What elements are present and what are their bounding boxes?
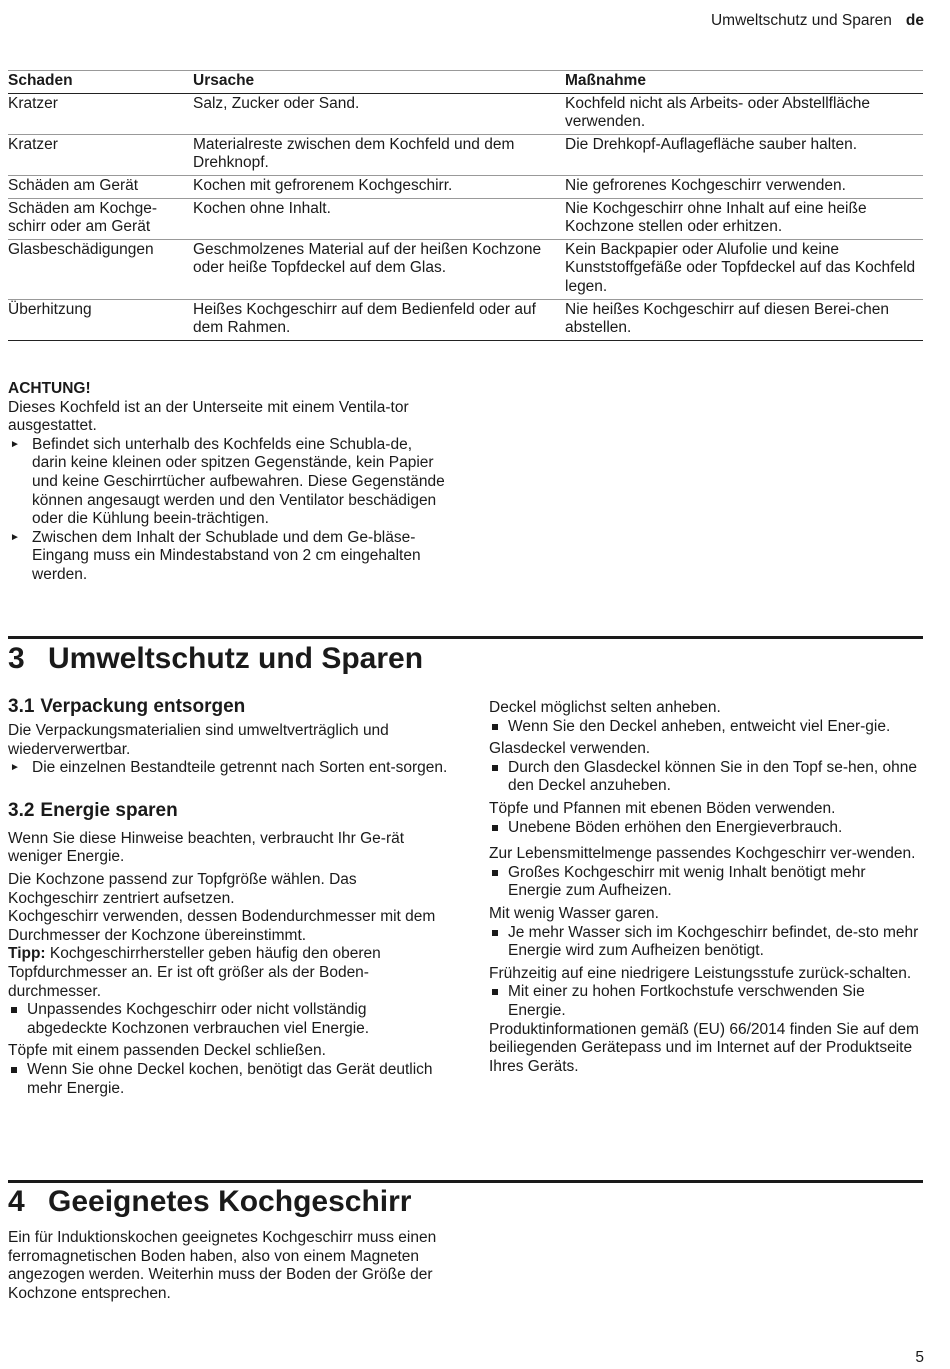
list-item-text: Je mehr Wasser sich im Kochgeschirr befindet, de-sto mehr Energie wird zum Aufheizen benötigt. bbox=[508, 923, 919, 960]
subsection-number: 3.1 bbox=[8, 696, 35, 717]
square-bullet-icon bbox=[492, 989, 498, 995]
square-bullet-icon bbox=[492, 765, 498, 771]
section-title: Geeignetes Kochgeschirr bbox=[48, 1185, 412, 1218]
table-cell: Kratzer bbox=[8, 94, 58, 112]
section-heading bbox=[8, 1185, 411, 1219]
subsection-title: Energie sparen bbox=[40, 799, 178, 821]
paragraph: Die Kochzone passend zur Topfgröße wählen. Das Kochgeschirr zentriert aufsetzen. bbox=[8, 870, 357, 907]
list-item bbox=[489, 864, 919, 901]
instruction-text: Die einzelnen Bestandteile getrennt nach Sorten ent-sorgen. bbox=[32, 759, 448, 777]
section-number: 4 bbox=[8, 1185, 25, 1218]
list-item bbox=[489, 819, 919, 838]
warning-instruction-text: Zwischen dem Inhalt der Schublade und dem Ge-bläse-Eingang muss ein Mindestabstand von 2 cm eingehalten werden. bbox=[32, 528, 421, 583]
list-item bbox=[489, 759, 919, 796]
subsection-heading bbox=[8, 696, 448, 718]
paragraph: Deckel möglichst selten anheben. bbox=[489, 699, 721, 716]
square-bullet-icon bbox=[492, 870, 498, 876]
list-item-text: Mit einer zu hohen Fortkochstufe verschwenden Sie Energie. bbox=[508, 983, 865, 1019]
table-cell: Schäden am Kochge-schirr oder am Gerät bbox=[8, 199, 158, 236]
table-cell: Nie heißes Kochgeschirr auf diesen Berei-chen abstellen. bbox=[565, 300, 889, 337]
table-cell: Kochen ohne Inhalt. bbox=[193, 199, 331, 217]
tip-paragraph bbox=[8, 945, 448, 1001]
table-header-cell: Maßnahme bbox=[565, 72, 646, 89]
table-header-cell: Ursache bbox=[193, 72, 255, 89]
arrow-bullet-icon: ► bbox=[10, 531, 20, 543]
square-bullet-icon bbox=[11, 1007, 17, 1013]
tip-text: Kochgeschirrhersteller geben häufig den oberen Topfdurchmesser an. Er ist oft größer als der Boden-durchmesser. bbox=[8, 945, 381, 1000]
paragraph: Mit wenig Wasser garen. bbox=[489, 904, 659, 922]
arrow-bullet-icon: ► bbox=[10, 762, 20, 774]
paragraph: Wenn Sie diese Hinweise beachten, verbraucht Ihr Ge-rät weniger Energie. bbox=[8, 829, 405, 866]
section-title: Umweltschutz und Sparen bbox=[48, 642, 424, 675]
warning-title: ACHTUNG! bbox=[8, 380, 91, 397]
list-item bbox=[8, 1061, 448, 1098]
table-row bbox=[8, 175, 923, 198]
table-cell: Materialreste zwischen dem Kochfeld und dem Drehknopf. bbox=[193, 135, 515, 172]
table-cell: Salz, Zucker oder Sand. bbox=[193, 94, 360, 112]
list-item bbox=[8, 1001, 448, 1038]
header-language: de bbox=[905, 12, 924, 29]
paragraph: Töpfe und Pfannen mit ebenen Böden verwenden. bbox=[489, 799, 836, 817]
table-row bbox=[8, 198, 923, 239]
square-bullet-icon bbox=[492, 930, 498, 936]
page-number: 5 bbox=[915, 1349, 924, 1366]
section-rule bbox=[8, 636, 923, 639]
square-bullet-icon bbox=[492, 825, 498, 831]
table-cell: Nie gefrorenes Kochgeschirr verwenden. bbox=[565, 176, 846, 194]
spacer bbox=[489, 837, 919, 845]
warning-instruction bbox=[8, 436, 448, 529]
paragraph: Glasdeckel verwenden. bbox=[489, 740, 651, 758]
damage-table bbox=[8, 70, 923, 341]
square-bullet-icon bbox=[11, 1067, 17, 1073]
paragraph: Zur Lebensmittelmenge passendes Kochgeschirr ver-wenden. bbox=[489, 845, 916, 863]
right-column bbox=[489, 699, 919, 1076]
paragraph: Die Verpackungsmaterialien sind umweltverträglich und wiederverwertbar. bbox=[8, 722, 389, 758]
table-cell: Die Drehkopf-Auflagefläche sauber halten. bbox=[565, 135, 858, 153]
table-cell: Heißes Kochgeschirr auf dem Bedienfeld oder auf dem Rahmen. bbox=[193, 300, 536, 337]
table-bottom-rule bbox=[8, 340, 923, 341]
list-item-text: Großes Kochgeschirr mit wenig Inhalt benötigt mehr Energie zum Aufheizen. bbox=[508, 863, 866, 900]
table-cell: Kein Backpapier oder Alufolie und keine Kunststoffgefäße oder Topfdeckel auf das Kochfeld legen. bbox=[565, 240, 916, 295]
table-row bbox=[8, 134, 923, 175]
section-heading bbox=[8, 642, 423, 676]
square-bullet-icon bbox=[492, 724, 498, 730]
paragraph: Ein für Induktionskochen geeignetes Kochgeschirr muss einen ferromagnetischen Boden haben, also von einem Magneten angezogen werden. Weiterhin muss der Boden der Größe der Kochzone entsprechen. bbox=[8, 1229, 437, 1302]
subsection-number: 3.2 bbox=[8, 799, 35, 821]
paragraph: Töpfe mit einem passenden Deckel schließen. bbox=[8, 1042, 326, 1060]
list-item bbox=[489, 924, 919, 961]
table-cell: Schäden am Gerät bbox=[8, 176, 139, 194]
warning-instruction-text: Befindet sich unterhalb des Kochfelds eine Schubla-de, darin keine kleinen oder spitzen Gegenstände, kein Papier und keine Geschirrtücher aufbewahren. Diese Gegenstände können angesaugt werden und den Ventilator beschädigen oder die Kühlung beein-trächtigen. bbox=[32, 435, 445, 528]
tip-label: Tipp: bbox=[8, 945, 46, 963]
warning-intro: Dieses Kochfeld ist an der Unterseite mit einem Ventila-tor ausgestattet. bbox=[8, 398, 409, 435]
paragraph: Produktinformationen gemäß (EU) 66/2014 finden Sie auf dem beiliegenden Gerätepass und im Internet auf der Produktseite Ihres Geräts. bbox=[489, 1020, 919, 1075]
running-header bbox=[711, 12, 924, 31]
table-cell: Glasbeschädigungen bbox=[8, 240, 154, 258]
list-item-text: Wenn Sie ohne Deckel kochen, benötigt das Gerät deutlich mehr Energie. bbox=[27, 1060, 433, 1097]
paragraph: Frühzeitig auf eine niedrigere Leistungsstufe zurück-schalten. bbox=[489, 964, 912, 982]
subsection-title: Verpackung entsorgen bbox=[40, 696, 246, 717]
table-header-cell: Schaden bbox=[8, 72, 73, 89]
spacer bbox=[8, 822, 448, 830]
table-row bbox=[8, 299, 923, 340]
list-item bbox=[489, 718, 919, 737]
header-section-title: Umweltschutz und Sparen bbox=[710, 12, 892, 29]
list-item-text: Wenn Sie den Deckel anheben, entweicht viel Ener-gie. bbox=[508, 717, 891, 735]
table-cell: Kochfeld nicht als Arbeits- oder Abstellfläche verwenden. bbox=[565, 94, 871, 131]
arrow-bullet-icon: ► bbox=[10, 438, 20, 450]
list-item bbox=[489, 983, 919, 1020]
list-item-text: Durch den Glasdeckel können Sie in den Topf se-hen, ohne den Deckel anzuheben. bbox=[508, 758, 918, 795]
paragraph: Kochgeschirr verwenden, dessen Bodendurchmesser mit dem Durchmesser der Kochzone übereinstimmt. bbox=[8, 908, 436, 944]
left-column bbox=[8, 696, 448, 1098]
table-cell: Überhitzung bbox=[8, 300, 92, 318]
instruction bbox=[8, 759, 448, 778]
warning-instruction bbox=[8, 529, 448, 585]
table-cell: Geschmolzenes Material auf der heißen Kochzone oder heiße Topfdeckel auf dem Glas. bbox=[193, 240, 542, 277]
list-item-text: Unebene Böden erhöhen den Energieverbrauch. bbox=[508, 818, 843, 836]
spacer bbox=[8, 778, 448, 800]
section-rule bbox=[8, 1180, 923, 1183]
table-cell: Kratzer bbox=[8, 135, 58, 153]
subsection-heading bbox=[8, 800, 448, 822]
table-header-row bbox=[8, 70, 923, 93]
table-cell: Kochen mit gefrorenem Kochgeschirr. bbox=[193, 176, 453, 194]
table-row bbox=[8, 239, 923, 299]
table-row bbox=[8, 93, 923, 134]
table-cell: Nie Kochgeschirr ohne Inhalt auf eine heiße Kochzone stellen oder erhitzen. bbox=[565, 199, 867, 236]
warning-block bbox=[8, 380, 448, 585]
section-number: 3 bbox=[8, 642, 25, 675]
list-item-text: Unpassendes Kochgeschirr oder nicht vollständig abgedeckte Kochzonen verbrauchen viel Energie. bbox=[27, 1001, 370, 1037]
